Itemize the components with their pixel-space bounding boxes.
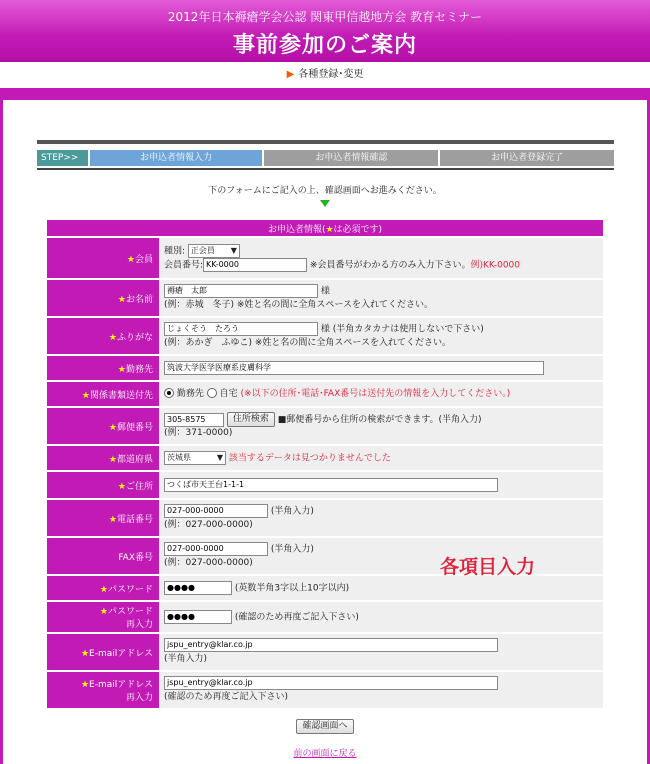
postal-input[interactable]: 305-8575 (164, 413, 224, 427)
member-type-select[interactable]: 正会員 ▼ (188, 244, 240, 258)
member-type-label: 種別: (164, 246, 186, 256)
send-to-note: (※以下の住所･電話･FAX番号は送付先の情報を入力してください。) (240, 388, 511, 399)
password-confirm-note: (確認のため再度ご記入下さい) (234, 612, 359, 623)
phone-label: ★電話番号 (47, 500, 159, 536)
furigana-hint: (例：あかぎ ふゆこ) ※姓と名の間に全角スペースを入れてください。 (164, 337, 451, 348)
intro-text: 下のフォームにご記入の上、確認画面へお進みください。 (208, 186, 442, 196)
send-to-home-label: 自宅 (219, 388, 238, 399)
send-to-label: ★関係書類送付先 (47, 382, 159, 406)
phone-note: (半角入力) (270, 506, 314, 517)
phone-hint: (例：027-000-0000) (164, 519, 253, 530)
header-bottom-bar (0, 88, 650, 100)
email-note: (半角入力) (164, 653, 208, 664)
annotation-label: 各項目入力 (440, 556, 536, 578)
confirm-area (0, 719, 650, 734)
member-number-label: 会員番号: (164, 260, 204, 271)
step-divider-bottom (37, 168, 614, 170)
fax-label: FAX番号 (47, 538, 159, 574)
step-indicator (37, 150, 614, 166)
postal-note: ■郵便番号から住所の検索ができます。(半角入力) (277, 415, 482, 425)
email-confirm-note: (確認のため再度ご記入下さい) (164, 691, 289, 702)
arrow-right-icon: ▶ (286, 69, 295, 80)
header-subtitle: 2012年日本褥瘡学会公認 関東甲信越地方会 教育セミナー (167, 10, 483, 24)
nav-bar (0, 62, 650, 88)
furigana-input[interactable]: じょくそう たろう (164, 322, 318, 336)
password-confirm-input[interactable]: ●●●● (164, 610, 232, 624)
email-input[interactable]: jspu_entry@klar.co.jp (164, 638, 498, 652)
email-label: ★E-mailアドレス (47, 634, 159, 670)
step-1-active: お申込者情報入力 (90, 150, 263, 166)
registration-form (47, 218, 603, 710)
postal-label: ★郵便番号 (47, 408, 159, 444)
step-2: お申込者情報確認 (264, 150, 438, 166)
member-label: ★会員 (47, 238, 159, 278)
password-label: ★パスワード (47, 576, 159, 600)
send-to-home-radio[interactable] (207, 388, 217, 398)
page-header (0, 0, 650, 62)
address-search-button[interactable]: 住所検索 (227, 412, 275, 427)
fax-input[interactable]: 027-000-0000 (164, 542, 268, 556)
member-number-input[interactable]: KK-0000 (203, 258, 307, 272)
email-confirm-input[interactable]: jspu_entry@klar.co.jp (164, 676, 498, 690)
password-note: (英数半角3字以上10字以内) (234, 583, 350, 594)
step-3: お申込者登録完了 (440, 150, 614, 166)
back-link[interactable]: 前の画面に戻る (293, 749, 357, 759)
phone-input[interactable]: 027-000-0000 (164, 504, 268, 518)
page-title: 事前参加のご案内 (232, 33, 417, 58)
name-suffix: 様 (320, 286, 330, 297)
prefecture-label: ★都道府県 (47, 446, 159, 470)
step-label: STEP>> (37, 150, 88, 166)
down-arrow-icon (320, 200, 330, 207)
workplace-input[interactable]: 筑波大学医学医療系皮膚科学 (164, 361, 544, 375)
name-label: ★お名前 (47, 280, 159, 316)
prefecture-select[interactable]: 茨城県 ▼ (164, 451, 226, 465)
send-to-workplace-label: 勤務先 (176, 388, 204, 399)
address-input[interactable]: つくば市天王台1-1-1 (164, 478, 498, 492)
prefecture-error: 該当するデータは見つかりませんでした (228, 453, 391, 464)
chevron-down-icon: ▼ (216, 452, 223, 462)
form-title: お申込者情報(★は必須です) (47, 220, 603, 236)
step-divider-top (37, 140, 614, 144)
name-input[interactable]: 褥瘡 太郎 (164, 284, 318, 298)
postal-hint: (例：371-0000) (164, 428, 233, 438)
workplace-label: ★勤務先 (47, 356, 159, 380)
furigana-suffix: 様 (半角カタカナは使用しないで下さい) (320, 324, 484, 335)
nav-link-registration[interactable]: 各種登録･変更 (298, 69, 364, 80)
fax-note: (半角入力) (270, 544, 314, 555)
address-label: ★ご住所 (47, 472, 159, 498)
send-to-workplace-radio[interactable] (164, 388, 174, 398)
furigana-label: ★ふりがな (47, 318, 159, 354)
password-confirm-label: ★パスワード 再入力 (47, 602, 159, 632)
name-hint: (例：赤城 冬子) ※姓と名の間に全角スペースを入れてください。 (164, 299, 433, 310)
chevron-down-icon: ▼ (230, 245, 237, 255)
member-number-note: ※会員番号がわかる方のみ入力下さい。 (309, 260, 471, 271)
confirm-button[interactable]: 確認画面へ (296, 719, 353, 734)
password-input[interactable]: ●●●● (164, 581, 232, 595)
member-number-example: 例)KK-0000 (470, 260, 520, 271)
email-confirm-label: ★E-mailアドレス 再入力 (47, 672, 159, 708)
left-border (0, 100, 3, 764)
fax-hint: (例：027-000-0000) (164, 557, 253, 568)
